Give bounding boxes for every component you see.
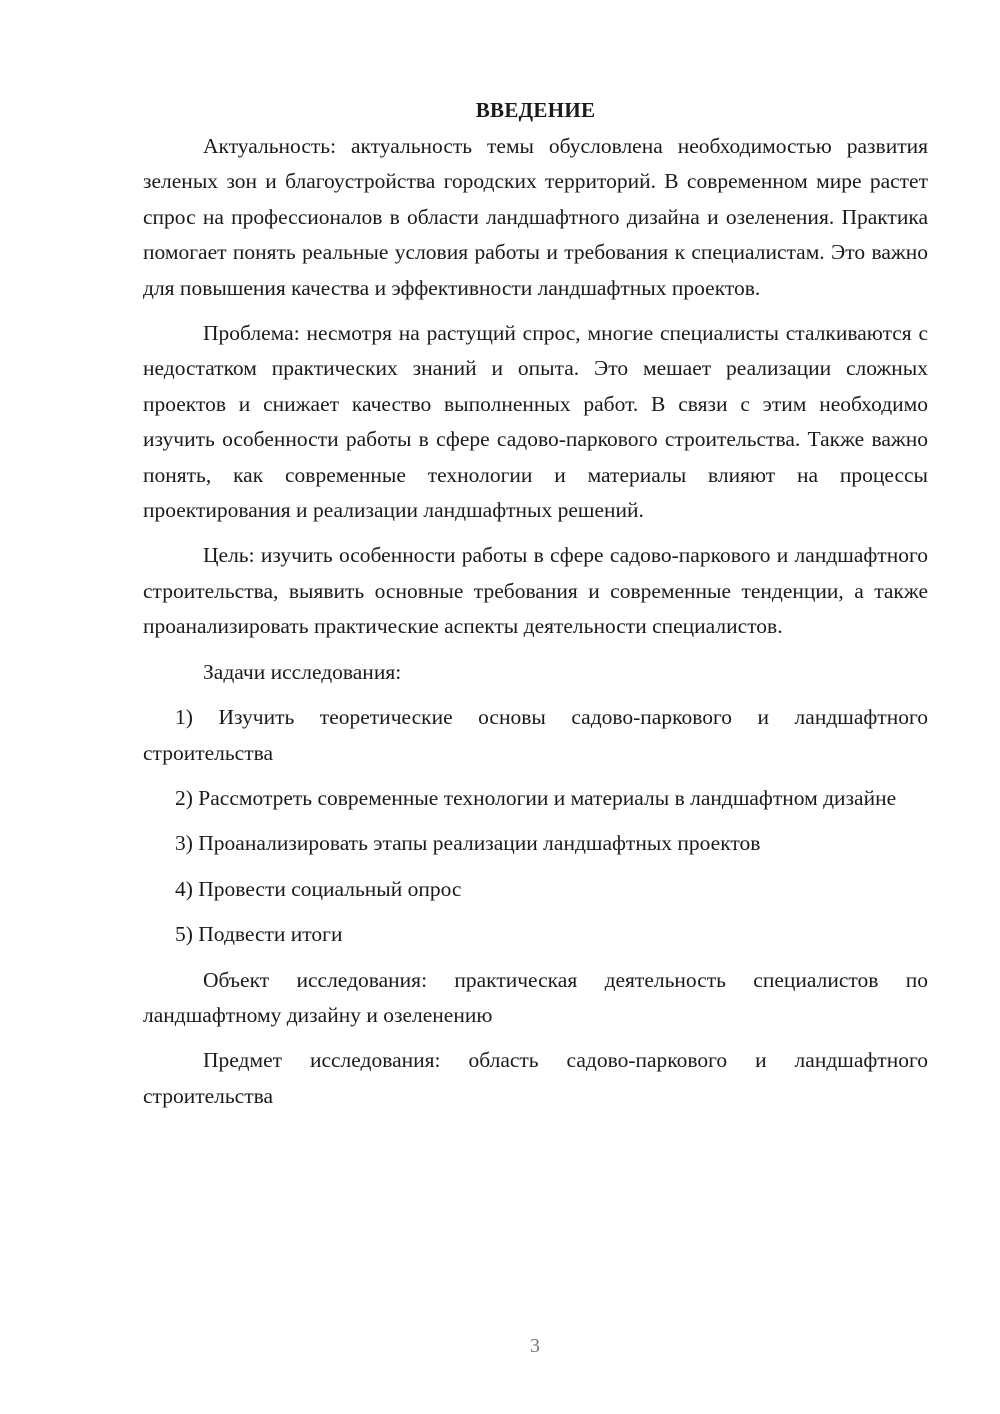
- task-item: 3) Проанализировать этапы реализации ландшафтных проектов: [175, 831, 761, 856]
- task-item: 4) Провести социальный опрос: [175, 876, 462, 901]
- tasks-heading: Задачи исследования:: [203, 659, 402, 684]
- goal-paragraph: Цель: изучить особенности работы в сфере садово-паркового и ландшафтного строительства, выявить основные требования и современные тенденции, а также проанализировать практические аспекты деятельности специалистов.: [143, 543, 928, 639]
- task-item: 5) Подвести итоги: [175, 922, 343, 947]
- problem-paragraph: Проблема: несмотря на растущий спрос, многие специалисты сталкиваются с недостатком практических знаний и опыта. Это мешает реализации сложных проектов и снижает качество выполненных работ. В связи с этим необходимо изучить особенности работы в сфере садово-паркового строительства. Также важно понять, как современные технологии и материалы влияют на процессы проектирования и реализации ландшафтных решений.: [143, 321, 928, 523]
- task-item: 1) Изучить теоретические основы садово-паркового и ландшафтного строительства: [143, 705, 928, 765]
- research-subject-paragraph: Предмет исследования: область садово-паркового и ландшафтного строительства: [143, 1048, 928, 1108]
- task-item: 2) Рассмотреть современные технологии и материалы в ландшафтном дизайне: [175, 785, 897, 810]
- page-number: 3: [530, 1335, 540, 1357]
- research-object-paragraph: Объект исследования: практическая деятельность специалистов по ландшафтному дизайну и озеленению: [143, 967, 928, 1027]
- document-page: [143, 95, 928, 1114]
- relevance-paragraph: Актуальность: актуальность темы обусловлена необходимостью развития зеленых зон и благоустройства городских территорий. В современном мире растет спрос на профессионалов в области ландшафтного дизайна и озеленения. Практика помогает понять реальные условия работы и требования к специалистам. Это важно для повышения качества и эффективности ландшафтных проектов.: [143, 134, 928, 300]
- section-title: ВВЕДЕНИЕ: [475, 98, 596, 122]
